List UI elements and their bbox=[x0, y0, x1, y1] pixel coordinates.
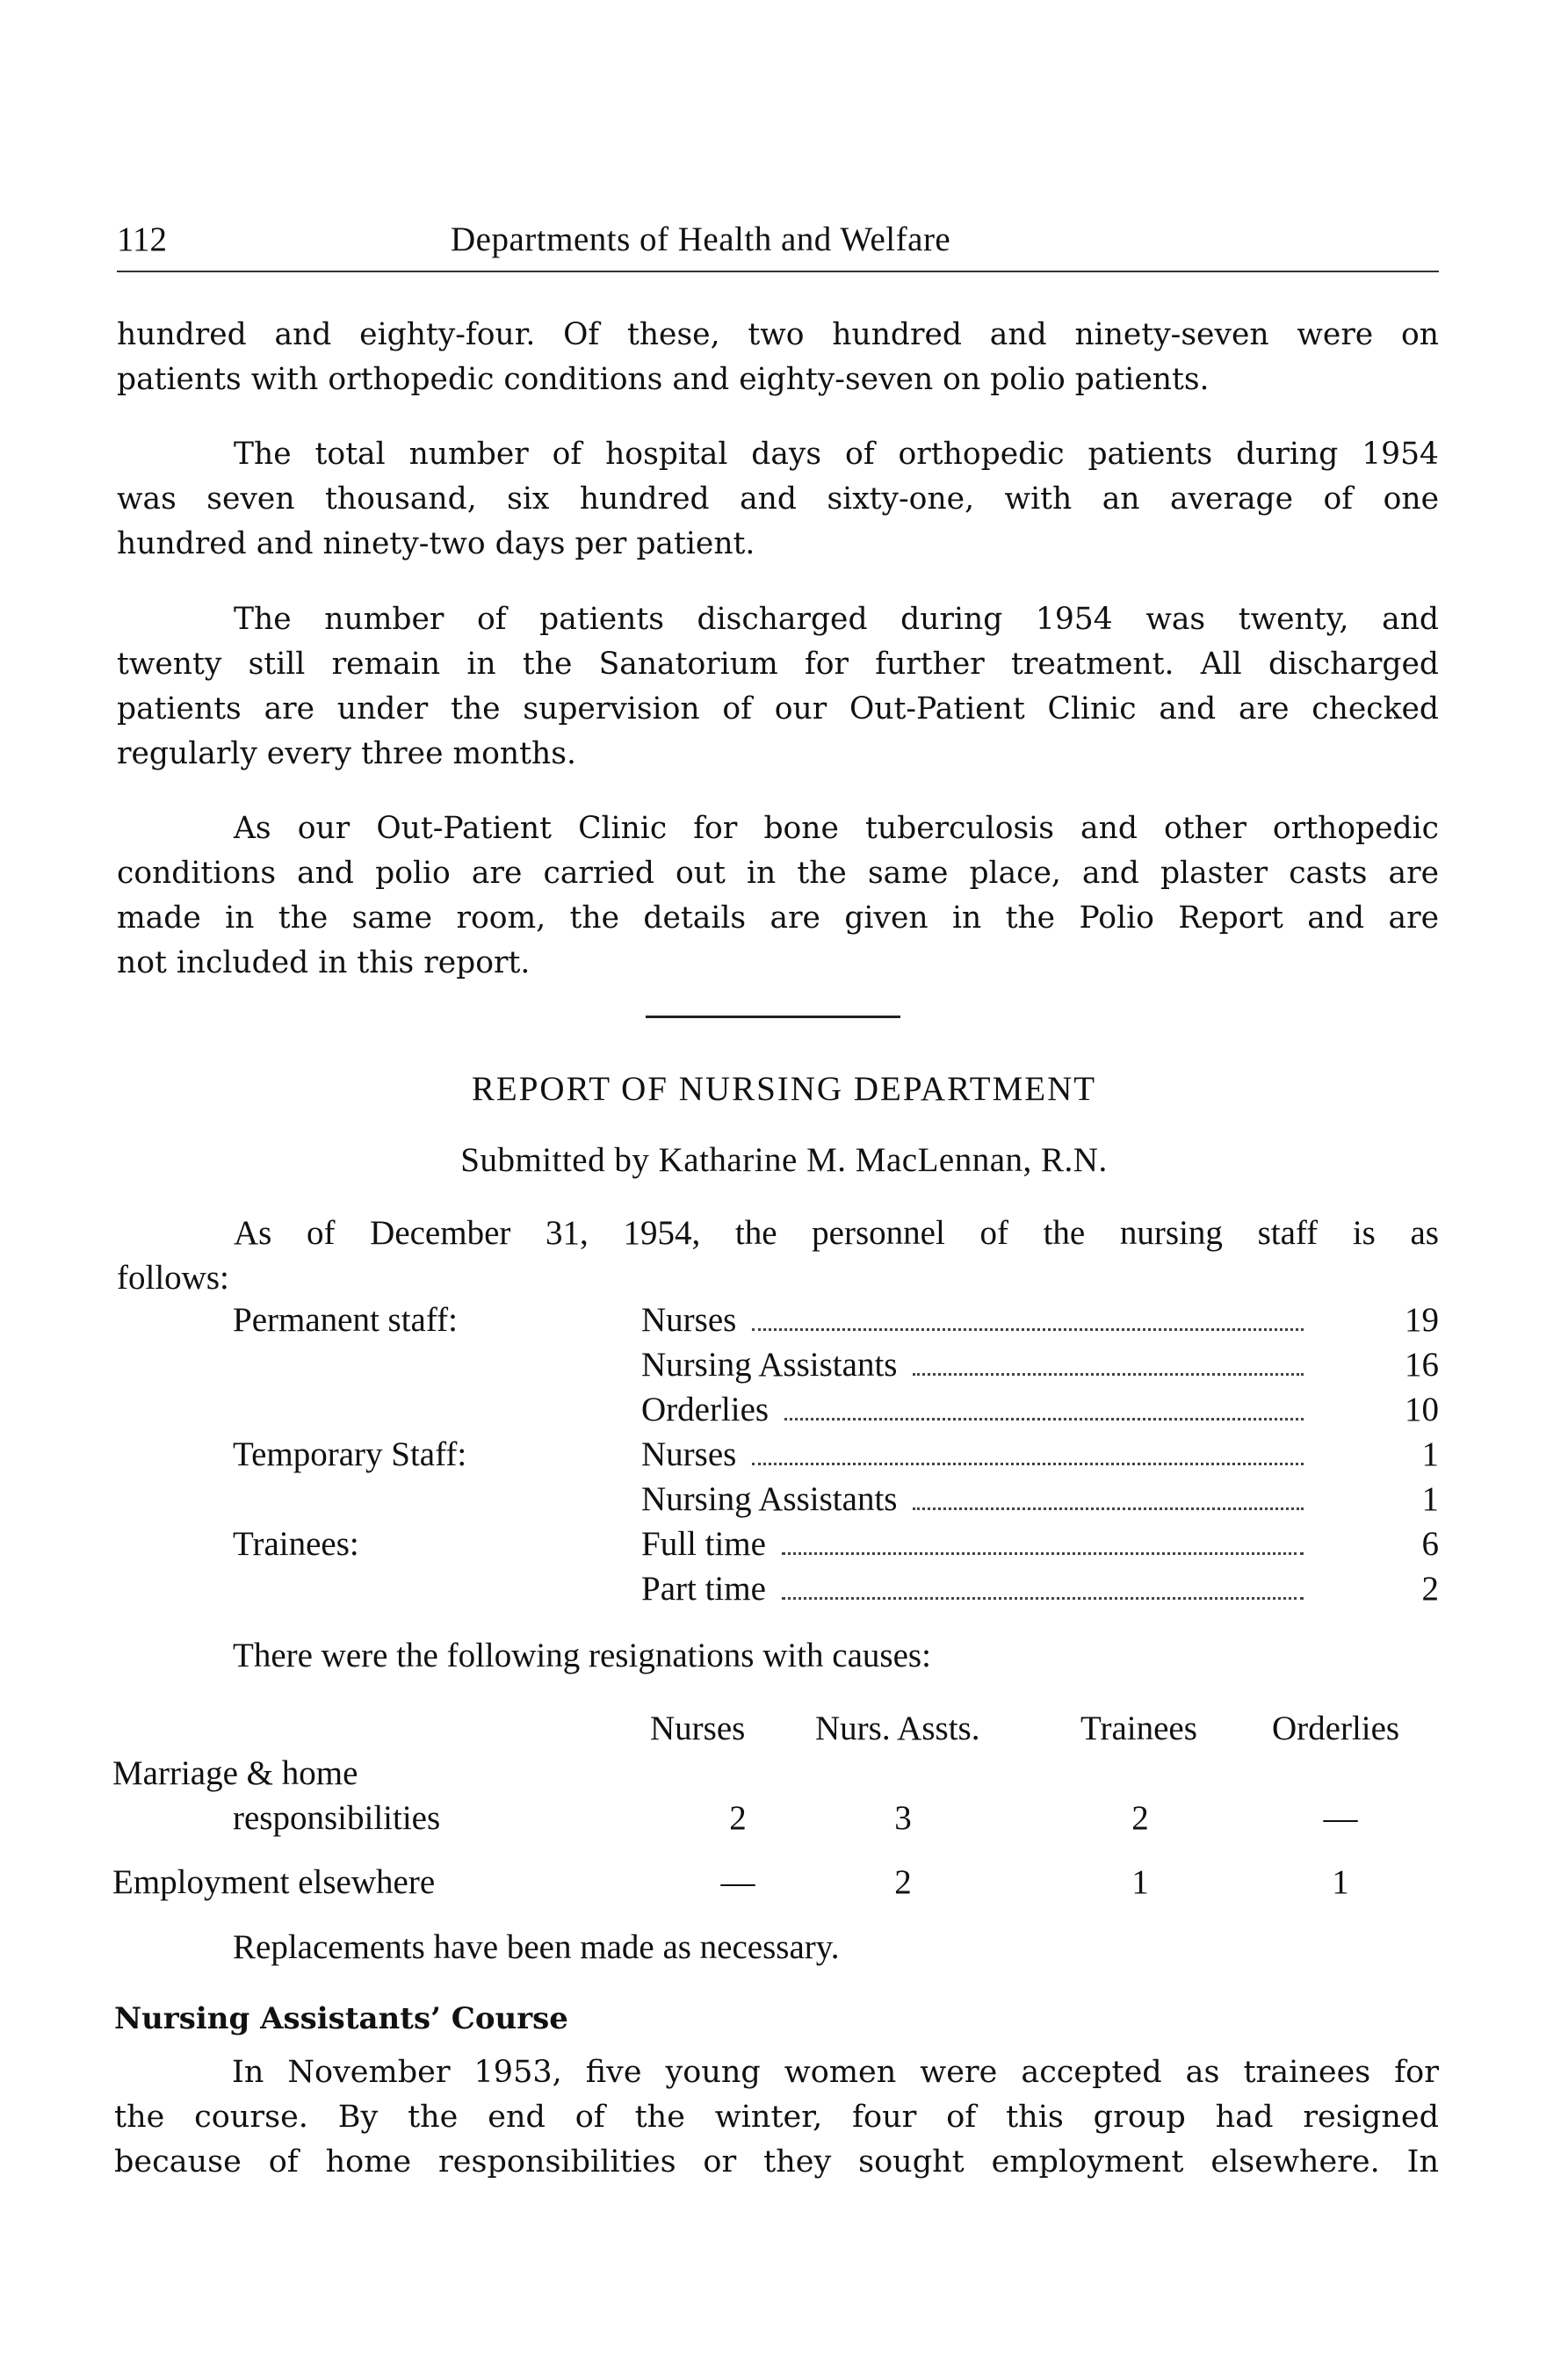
table-cell: — bbox=[720, 1863, 755, 1901]
row-label: Marriage & home bbox=[112, 1754, 358, 1792]
text-line: conditions and polio are carried out in the same place, and plaster casts are bbox=[117, 856, 1439, 891]
paragraph-out-patient-clinic bbox=[117, 806, 1439, 986]
staff-role bbox=[641, 1524, 1309, 1564]
dot-leader bbox=[782, 1515, 1304, 1555]
resignations-intro: There were the following resignations with causes: bbox=[233, 1637, 931, 1674]
text-line: made in the same room, the details are given in the Polio Report and are bbox=[117, 900, 1439, 936]
text-line: was seven thousand, six hundred and sixty-one, with an average of one bbox=[117, 481, 1439, 517]
staff-role bbox=[641, 1345, 1309, 1384]
table-cell: 1 bbox=[1131, 1863, 1149, 1901]
staff-role bbox=[641, 1569, 1309, 1609]
row-label-continued: responsibilities bbox=[233, 1799, 441, 1837]
dot-leader bbox=[913, 1471, 1304, 1510]
section-title: REPORT OF NURSING DEPARTMENT bbox=[471, 1070, 1097, 1108]
header-rule bbox=[117, 271, 1439, 272]
staff-count: 6 bbox=[1421, 1525, 1439, 1563]
staff-count: 19 bbox=[1405, 1301, 1439, 1339]
text-line: the course. By the end of the winter, four of this group had resigned bbox=[114, 2100, 1439, 2135]
text-line: because of home responsibilities or they sought employment elsewhere. In bbox=[114, 2144, 1439, 2180]
text-line: As our Out-Patient Clinic for bone tuberculosis and other orthopedic bbox=[234, 811, 1439, 846]
staff-count: 16 bbox=[1405, 1346, 1439, 1384]
staff-role bbox=[641, 1479, 1309, 1519]
text-line: The total number of hospital days of orthopedic patients during 1954 bbox=[234, 437, 1439, 472]
dot-leader bbox=[752, 1426, 1304, 1465]
staff-role bbox=[641, 1435, 1309, 1474]
staff-count: 2 bbox=[1421, 1570, 1439, 1608]
staff-row bbox=[233, 1569, 1439, 1614]
staff-count: 1 bbox=[1421, 1480, 1439, 1518]
dot-leader bbox=[782, 1560, 1304, 1600]
paragraph-course bbox=[114, 2050, 1439, 2185]
dot-leader bbox=[752, 1291, 1304, 1331]
text-line: follows: bbox=[117, 1259, 229, 1297]
dot-leader bbox=[784, 1381, 1304, 1421]
staff-role-label: Nursing Assistants bbox=[641, 1346, 898, 1384]
table-cell: 1 bbox=[1332, 1863, 1349, 1901]
staff-count: 10 bbox=[1405, 1391, 1439, 1428]
staff-category: Temporary Staff: bbox=[233, 1435, 467, 1473]
text-line: not included in this report. bbox=[117, 945, 531, 980]
text-line: patients are under the supervision of our Out-Patient Clinic and are checked bbox=[117, 691, 1439, 727]
staff-role-label: Part time bbox=[641, 1570, 766, 1608]
staff-role-label: Orderlies bbox=[641, 1391, 770, 1428]
table-cell: — bbox=[1323, 1799, 1358, 1837]
table-cell: 2 bbox=[1131, 1799, 1149, 1837]
staff-role-label: Nurses bbox=[641, 1301, 737, 1339]
staff-role-label: Nurses bbox=[641, 1435, 737, 1473]
paragraph-discharged bbox=[117, 597, 1439, 777]
text-line: The number of patients discharged during 1954 was twenty, and bbox=[234, 602, 1439, 637]
staff-role bbox=[641, 1300, 1309, 1340]
row-label: Employment elsewhere bbox=[112, 1863, 436, 1901]
text-line: hundred and ninety-two days per patient. bbox=[117, 526, 755, 561]
text-line: twenty still remain in the Sanatorium for further treatment. All discharged bbox=[117, 647, 1439, 682]
replacements-note: Replacements have been made as necessary. bbox=[233, 1928, 840, 1966]
page-number: 112 bbox=[117, 220, 168, 258]
column-header-trainees: Trainees bbox=[1080, 1710, 1197, 1747]
section-divider bbox=[646, 1016, 900, 1018]
text-line: As of December 31, 1954, the personnel of the nursing staff is as bbox=[234, 1214, 1439, 1252]
table-cell: 2 bbox=[894, 1863, 912, 1901]
paragraph-continuation bbox=[117, 313, 1439, 402]
column-header-nurses: Nurses bbox=[650, 1710, 746, 1747]
paragraph-hospital-days bbox=[117, 432, 1439, 567]
staff-category: Trainees: bbox=[233, 1525, 359, 1563]
subsection-heading: Nursing Assistants’ Course bbox=[114, 2001, 568, 2036]
staff-count: 1 bbox=[1421, 1435, 1439, 1473]
table-cell: 3 bbox=[894, 1799, 912, 1837]
staff-category: Permanent staff: bbox=[233, 1301, 458, 1339]
text-line: In November 1953, five young women were accepted as trainees for bbox=[232, 2055, 1439, 2090]
staff-role-label: Full time bbox=[641, 1525, 766, 1563]
text-line: hundred and eighty-four. Of these, two hundred and ninety-seven were on bbox=[117, 317, 1439, 352]
staff-role bbox=[641, 1390, 1309, 1429]
staff-role-label: Nursing Assistants bbox=[641, 1480, 898, 1518]
staff-intro bbox=[117, 1211, 1439, 1300]
table-cell: 2 bbox=[729, 1799, 747, 1837]
running-title: Departments of Health and Welfare bbox=[451, 220, 951, 258]
staff-list bbox=[233, 1300, 1439, 1614]
section-byline: Submitted by Katharine M. MacLennan, R.N. bbox=[460, 1141, 1108, 1179]
column-header-orderlies: Orderlies bbox=[1272, 1710, 1400, 1747]
text-line: patients with orthopedic conditions and eighty-seven on polio patients. bbox=[117, 362, 1210, 397]
text-line: regularly every three months. bbox=[117, 736, 576, 771]
column-header-nurs-assts: Nurs. Assts. bbox=[815, 1710, 980, 1747]
dot-leader bbox=[913, 1336, 1304, 1376]
